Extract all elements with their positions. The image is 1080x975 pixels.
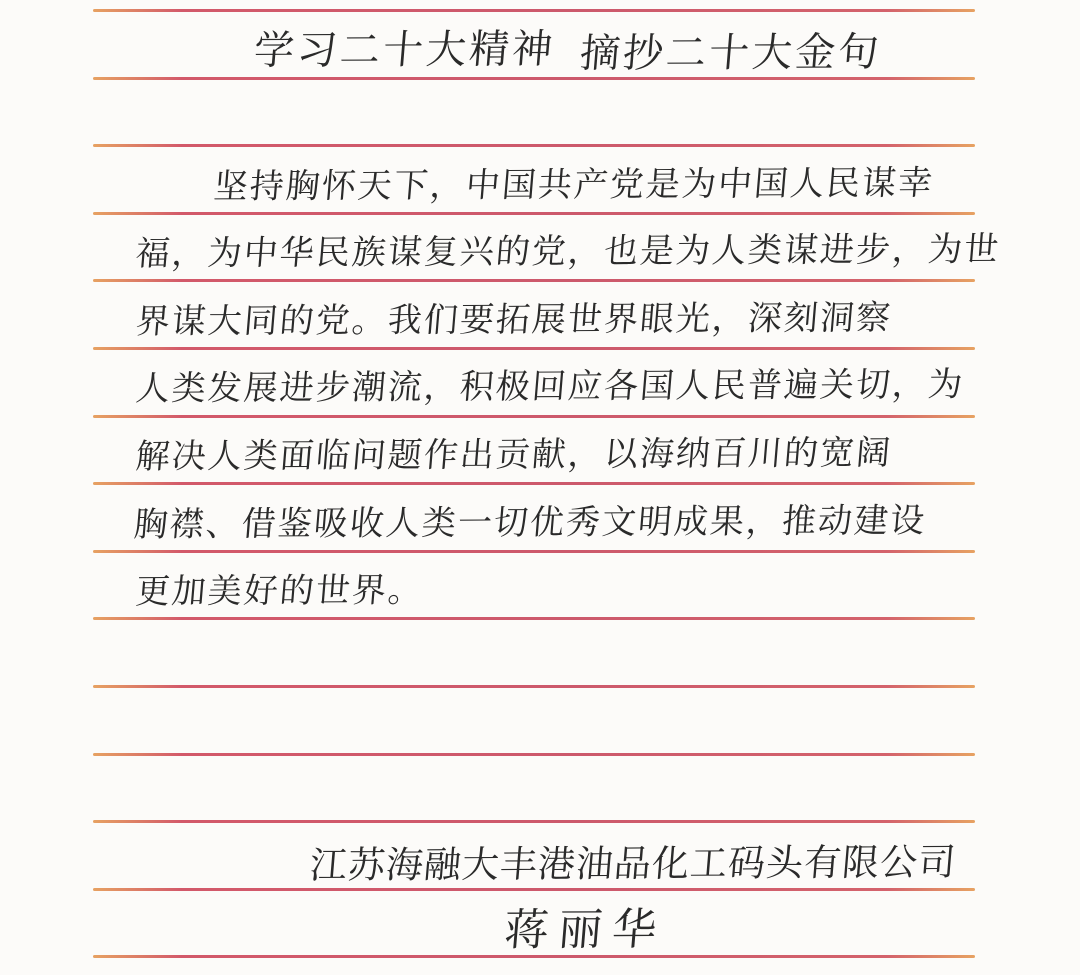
ruled-line <box>93 482 975 485</box>
body-line: 界谋大同的党。我们要拓展世界眼光，深刻洞察 <box>134 298 894 343</box>
ruled-line <box>93 347 975 350</box>
body-line: 人类发展进步潮流，积极回应各国人民普遍关切，为 <box>134 364 966 410</box>
page-title-right: 摘抄二十大金句 <box>578 29 884 78</box>
body-line: 胸襟、借鉴吸收人类一切优秀文明成果，推动建设 <box>132 500 928 545</box>
body-line: 解决人类面临问题作出贡献，以海纳百川的宽阔 <box>134 433 894 478</box>
ruled-line <box>93 279 975 282</box>
ruled-line <box>93 415 975 418</box>
ruled-line <box>93 212 975 215</box>
body-line: 福，为中华民族谋复兴的党，也是为人类谋进步，为世 <box>134 229 1002 275</box>
ruled-line <box>93 685 975 688</box>
ruled-line <box>93 9 975 12</box>
company-name: 江苏海融大丰港油品化工码头有限公司 <box>308 840 959 888</box>
ruled-line <box>93 888 975 891</box>
ruled-line <box>93 753 975 756</box>
ruled-line <box>93 144 975 147</box>
ruled-line <box>93 550 975 553</box>
page-title-left: 学习二十大精神 <box>252 26 558 75</box>
signature: 蒋丽华 <box>502 904 669 956</box>
body-line: 更加美好的世界。 <box>134 570 426 612</box>
ruled-line <box>93 820 975 823</box>
ruled-line <box>93 617 975 620</box>
body-line: 坚持胸怀天下，中国共产党是为中国人民谋幸 <box>212 163 936 208</box>
